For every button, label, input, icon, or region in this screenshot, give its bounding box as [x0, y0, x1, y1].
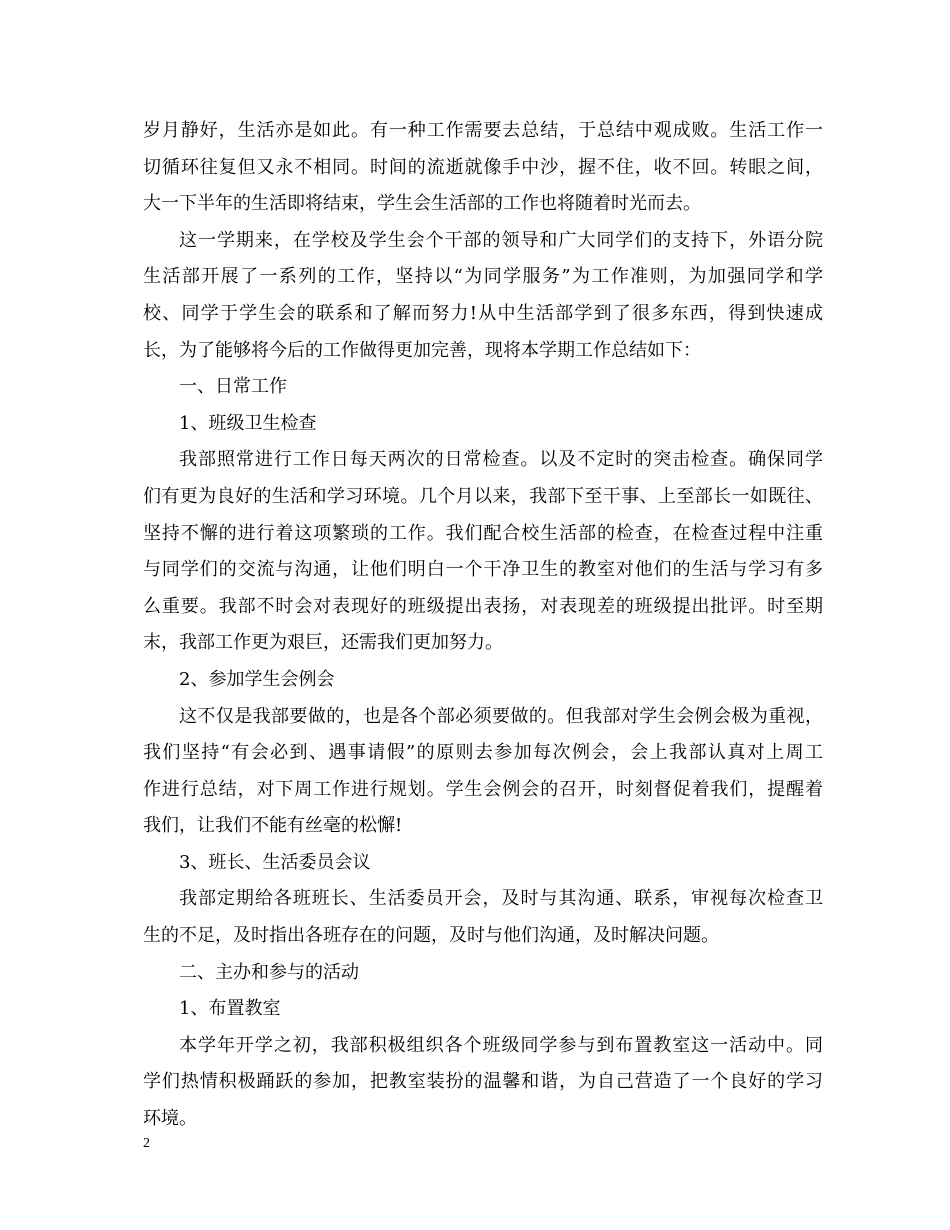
- text-line: 学们热情积极踊跃的参加，把教室装扮的温馨和谐，为自己营造了一个良好的学习: [143, 1071, 823, 1093]
- text-line: 生活部开展了一系列的工作，坚持以“为同学服务”为工作准则，为加强同学和学: [143, 266, 823, 288]
- section-heading: 一、日常工作: [179, 376, 287, 398]
- text-line: 环境。: [143, 1108, 197, 1130]
- text-line: 校、同学于学生会的联系和了解而努力!从中生活部学到了很多东西，得到快速成: [143, 302, 823, 324]
- document-body: [143, 113, 823, 1138]
- subsection-heading: 2、参加学生会例会: [179, 668, 335, 690]
- text-line: 这不仅是我部要做的，也是各个部必须要做的。但我部对学生会例会极为重视，: [179, 705, 823, 727]
- text-line: 本学年开学之初，我部积极组织各个班级同学参与到布置教室这一活动中。同: [179, 1034, 823, 1056]
- text-line: 们有更为良好的生活和学习环境。几个月以来，我部下至干事、上至部长一如既往、: [143, 485, 823, 507]
- text-line: 末，我部工作更为艰巨，还需我们更加努力。: [143, 632, 503, 654]
- subsection-heading: 1、班级卫生检查: [179, 412, 317, 434]
- text-line: 长，为了能够将今后的工作做得更加完善，现将本学期工作总结如下：: [143, 339, 701, 361]
- page-number: 2: [143, 1136, 150, 1151]
- text-line: 么重要。我部不时会对表现好的班级提出表扬，对表现差的班级提出批评。时至期: [143, 595, 823, 617]
- text-line: 我部定期给各班班长、生活委员开会，及时与其沟通、联系，审视每次检查卫: [179, 888, 823, 910]
- text-line: 大一下半年的生活即将结束，学生会生活部的工作也将随着时光而去。: [143, 193, 701, 215]
- text-line: 作进行总结，对下周工作进行规划。学生会例会的召开，时刻督促着我们，提醒着: [143, 778, 823, 800]
- subsection-heading: 3、班长、生活委员会议: [179, 851, 371, 873]
- text-line: 生的不足，及时指出各班存在的问题，及时与他们沟通，及时解决问题。: [143, 925, 719, 947]
- text-line: 与同学们的交流与沟通，让他们明白一个干净卫生的教室对他们的生活与学习有多: [143, 559, 823, 581]
- text-line: 我们，让我们不能有丝毫的松懈!: [143, 815, 403, 837]
- text-line: 切循环往复但又永不相同。时间的流逝就像手中沙，握不住，收不回。转眼之间，: [143, 156, 823, 178]
- section-heading: 二、主办和参与的活动: [179, 961, 359, 983]
- text-line: 这一学期来，在学校及学生会个干部的领导和广大同学们的支持下，外语分院: [179, 229, 823, 251]
- subsection-heading: 1、布置教室: [179, 998, 281, 1020]
- text-line: 我部照常进行工作日每天两次的日常检查。以及不定时的突击检查。确保同学: [179, 449, 823, 471]
- text-line: 我们坚持“有会必到、遇事请假”的原则去参加每次例会，会上我部认真对上周工: [143, 742, 823, 764]
- text-line: 坚持不懈的进行着这项繁琐的工作。我们配合校生活部的检查，在检查过程中注重: [143, 522, 823, 544]
- text-line: 岁月静好，生活亦是如此。有一种工作需要去总结，于总结中观成败。生活工作一: [143, 120, 823, 141]
